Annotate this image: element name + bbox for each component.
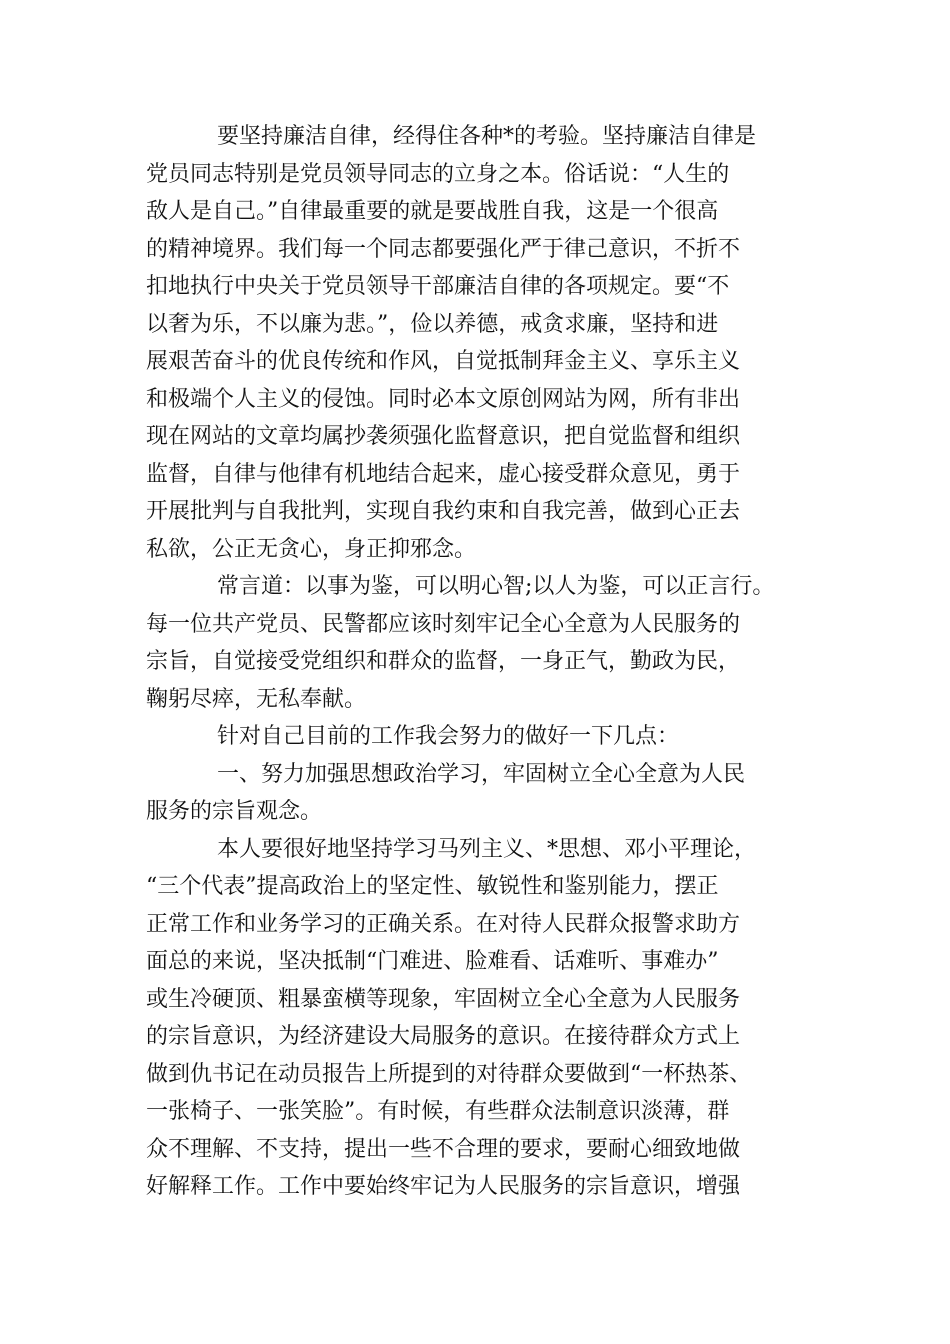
text-line: 鞠躬尽瘁，无私奉献。 [146,686,367,712]
paragraph-first-line: 要坚持廉洁自律，经得住各种*的考验。坚持廉洁自律是 [217,124,757,149]
text-line: 众不理解、不支持，提出一些不合理的要求，要耐心细致地做 [146,1136,741,1162]
text-line: 党员同志特别是党员领导同志的立身之本。俗话说：“人生的 [146,161,730,187]
text-line: 扣地执行中央关于党员领导干部廉洁自律的各项规定。要“不 [146,274,730,299]
text-line: 服务的宗旨观念。 [146,799,323,824]
text-line: 的精神境界。我们每一个同志都要强化严于律己意识，不折不 [146,236,741,262]
text-line: 的宗旨意识，为经济建设大局服务的意识。在接待群众方式上 [146,1024,741,1049]
text-line: 展艰苦奋斗的优良传统和作风，自觉抵制拜金主义、享乐主义 [146,349,741,374]
text-line: 监督，自律与他律有机地结合起来，虚心接受群众意见，勇于 [146,461,741,487]
text-line: 或生冷硬顶、粗暴蛮横等现象，牢固树立全心全意为人民服务 [146,986,741,1012]
text-line: 正常工作和业务学习的正确关系。在对待人民群众报警求助方 [146,911,741,937]
document-body-text [146,118,826,1206]
text-line: 好解释工作。工作中要始终牢记为人民服务的宗旨意识，增强 [146,1174,741,1199]
text-line: 做到仇书记在动员报告上所提到的对待群众要做到“一杯热茶、 [146,1061,752,1087]
text-line: 以奢为乐，不以廉为悲。”，俭以养德，戒贪求廉，坚持和进 [146,311,719,337]
paragraph-first-line: 一、努力加强思想政治学习，牢固树立全心全意为人民 [217,761,746,787]
paragraph-first-line: 本人要很好地坚持学习马列主义、*思想、邓小平理论， [217,836,757,862]
text-line: 一张椅子、一张笑脸”。有时候，有些群众法制意识淡薄，群 [146,1099,730,1124]
text-line: 面总的来说，坚决抵制“门难进、脸难看、话难听、事难办” [146,949,719,974]
paragraph-first-line: 针对自己目前的工作我会努力的做好一下几点： [217,724,680,749]
text-line: 私欲，公正无贪心，身正抑邪念。 [146,536,477,562]
text-line: 敌人是自己。”自律最重要的就是要战胜自我，这是一个很高 [146,199,719,224]
text-line: 开展批判与自我批判，实现自我约束和自我完善，做到心正去 [146,499,741,524]
paragraph-first-line: 常言道：以事为鉴，可以明心智;以人为鉴，可以正言行。 [217,574,775,599]
text-line: “三个代表”提高政治上的坚定性、敏锐性和鉴别能力，摆正 [146,874,719,899]
text-line: 宗旨，自觉接受党组织和群众的监督，一身正气，勤政为民， [146,649,741,674]
text-line: 和极端个人主义的侵蚀。同时必本文原创网站为网，所有非出 [146,386,741,412]
text-line: 现在网站的文章均属抄袭须强化监督意识，把自觉监督和组织 [146,424,741,449]
text-line: 每一位共产党员、民警都应该时刻牢记全心全意为人民服务的 [146,611,741,637]
